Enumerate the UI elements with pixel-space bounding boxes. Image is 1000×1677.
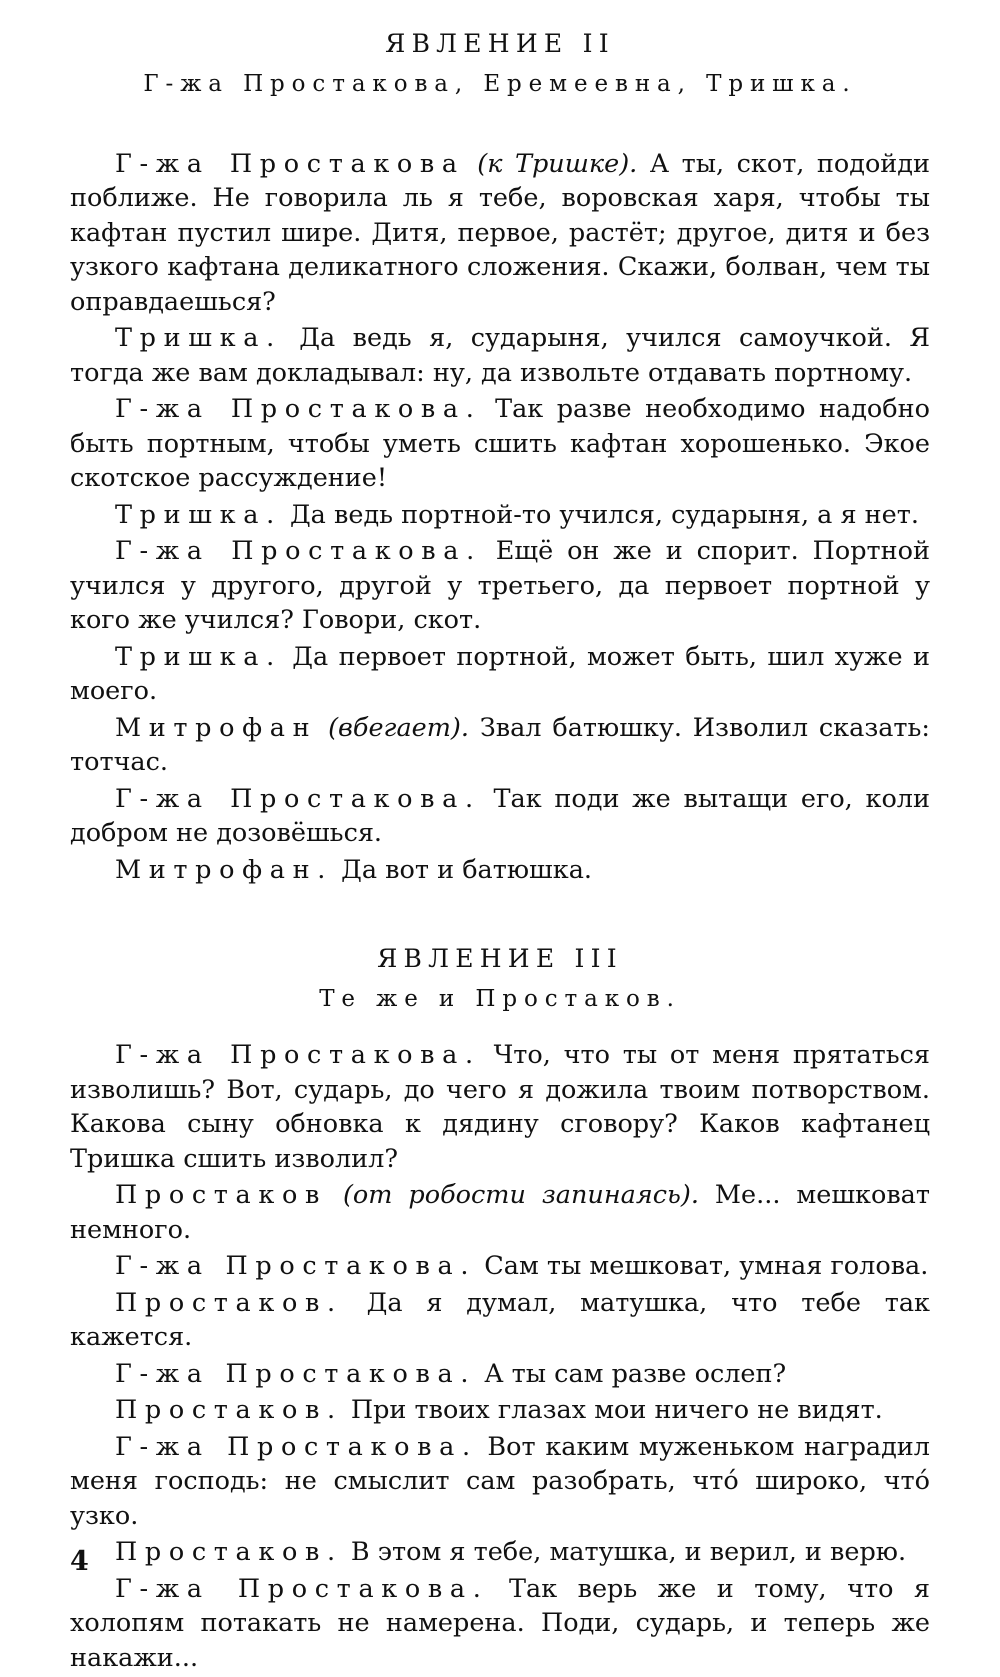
speaker-name: Г-жа Простакова.: [115, 1573, 489, 1604]
line-text: Сам ты мешковат, умная голова.: [484, 1251, 929, 1282]
line-text: Да ведь портной-то учился, сударыня, а я нет.: [289, 499, 919, 530]
speaker-name: Простаков: [115, 1180, 328, 1211]
dialogue-line: [70, 1535, 930, 1570]
dialogue-line: [70, 498, 930, 533]
book-page: [70, 30, 930, 1677]
dialogue-line: [70, 1038, 930, 1176]
speaker-name: Тришка.: [115, 323, 282, 354]
speaker-name: Г-жа Простакова.: [115, 1251, 477, 1282]
line-text: Звал батюшку. Изволил сказать: тотчас.: [70, 712, 931, 778]
line-text: Ещё он же и спорит. Портной учился у другого, другой у третьего, да первоет портной у кого же учился? Говори, скот.: [70, 536, 930, 636]
scene-3-dialogue: [70, 1038, 930, 1675]
dialogue-line: [70, 534, 930, 638]
page-number: 4: [70, 1546, 89, 1577]
scene-3-cast: Те же и Простаков.: [319, 985, 681, 1012]
scene-2-dialogue: [70, 147, 930, 888]
dialogue-line: [70, 1430, 930, 1534]
line-text: Да я думал, матушка, что тебе так кажется.: [70, 1287, 930, 1353]
speaker-name: Простаков.: [115, 1537, 343, 1568]
line-text: Ме... мешковат немного.: [70, 1180, 930, 1245]
line-text: При твоих глазах мои ничего не видят.: [350, 1395, 883, 1426]
line-text: А ты, скот, подойди поближе. Не говорила ль я тебе, воровская харя, чтобы ты кафтан пустил шире. Дитя, первое, растёт; другое, дитя и без узкого кафтана деликатного сложения. Скажи, болван, чем ты оправдаешься?: [70, 148, 931, 317]
dialogue-line: [70, 1572, 930, 1676]
speaker-name: Г-жа Простакова.: [115, 1358, 477, 1389]
speaker-name: Простаков.: [115, 1287, 343, 1318]
speaker-name: Г-жа Простакова: [115, 148, 465, 179]
dialogue-line: [70, 1178, 930, 1247]
dialogue-line: [70, 640, 930, 709]
speaker-name: Г-жа Простакова.: [115, 1431, 478, 1462]
dialogue-line: [70, 853, 930, 888]
stage-direction: (от робости запинаясь).: [342, 1180, 699, 1211]
speaker-name: Тришка.: [115, 499, 282, 530]
dialogue-line: [70, 147, 930, 320]
dialogue-line: [70, 711, 930, 780]
line-text: Так поди же вытащи его, коли добром не дозовёшься.: [70, 783, 930, 849]
scene-2-cast: Г-жа Простакова, Еремеевна, Тришка.: [143, 70, 857, 97]
line-text: А ты сам разве ослеп?: [484, 1358, 787, 1389]
dialogue-line: [70, 782, 930, 851]
speaker-name: Г-жа Простакова.: [115, 1040, 481, 1071]
line-text: Так верь же и тому, что я холопям потакать не намерена. Поди, сударь, и теперь же накажи...: [70, 1573, 930, 1673]
dialogue-line: [70, 1357, 930, 1392]
dialogue-line: [70, 1249, 930, 1284]
stage-direction: (вбегает).: [328, 712, 469, 743]
speaker-name: Г-жа Простакова.: [115, 783, 481, 814]
line-text: Так разве необходимо надобно быть портным, чтобы уметь сшить кафтан хорошенько. Экое скотское рассуждение!: [70, 394, 930, 494]
line-text: В этом я тебе, матушка, и верил, и верю.: [350, 1537, 907, 1568]
dialogue-line: [70, 392, 930, 496]
stage-direction: (к Тришке).: [477, 148, 638, 179]
line-text: Да первоет портной, может быть, шил хуже и моего.: [70, 641, 931, 707]
scene-3-title: ЯВЛЕНИЕ III: [377, 944, 623, 974]
dialogue-line: [70, 1393, 930, 1428]
line-text: Вот каким муженьком наградил меня господь: не смыслит сам разобрать, что́ широко, что́ узко.: [70, 1431, 930, 1531]
dialogue-line: [70, 1286, 930, 1355]
speaker-name: Тришка.: [115, 641, 282, 672]
line-text: Да ведь я, сударыня, учился самоучкой. Я тогда же вам докладывал: ну, да извольте отдавать портному.: [70, 323, 930, 388]
speaker-name: Митрофан: [115, 712, 318, 743]
speaker-name: Г-жа Простакова.: [115, 536, 482, 567]
line-text: Что, что ты от меня прятаться изволишь? Вот, сударь, до чего я дожила твоим потворством. Какова сыну обновка к дядину сговору? Каков кафтанец Тришка сшить изволил?: [70, 1040, 930, 1174]
speaker-name: Митрофан.: [115, 854, 334, 885]
dialogue-line: [70, 321, 930, 390]
scene-2-title: ЯВЛЕНИЕ II: [385, 29, 615, 58]
speaker-name: Г-жа Простакова.: [115, 394, 482, 425]
speaker-name: Простаков.: [115, 1395, 343, 1426]
line-text: Да вот и батюшка.: [341, 854, 593, 885]
